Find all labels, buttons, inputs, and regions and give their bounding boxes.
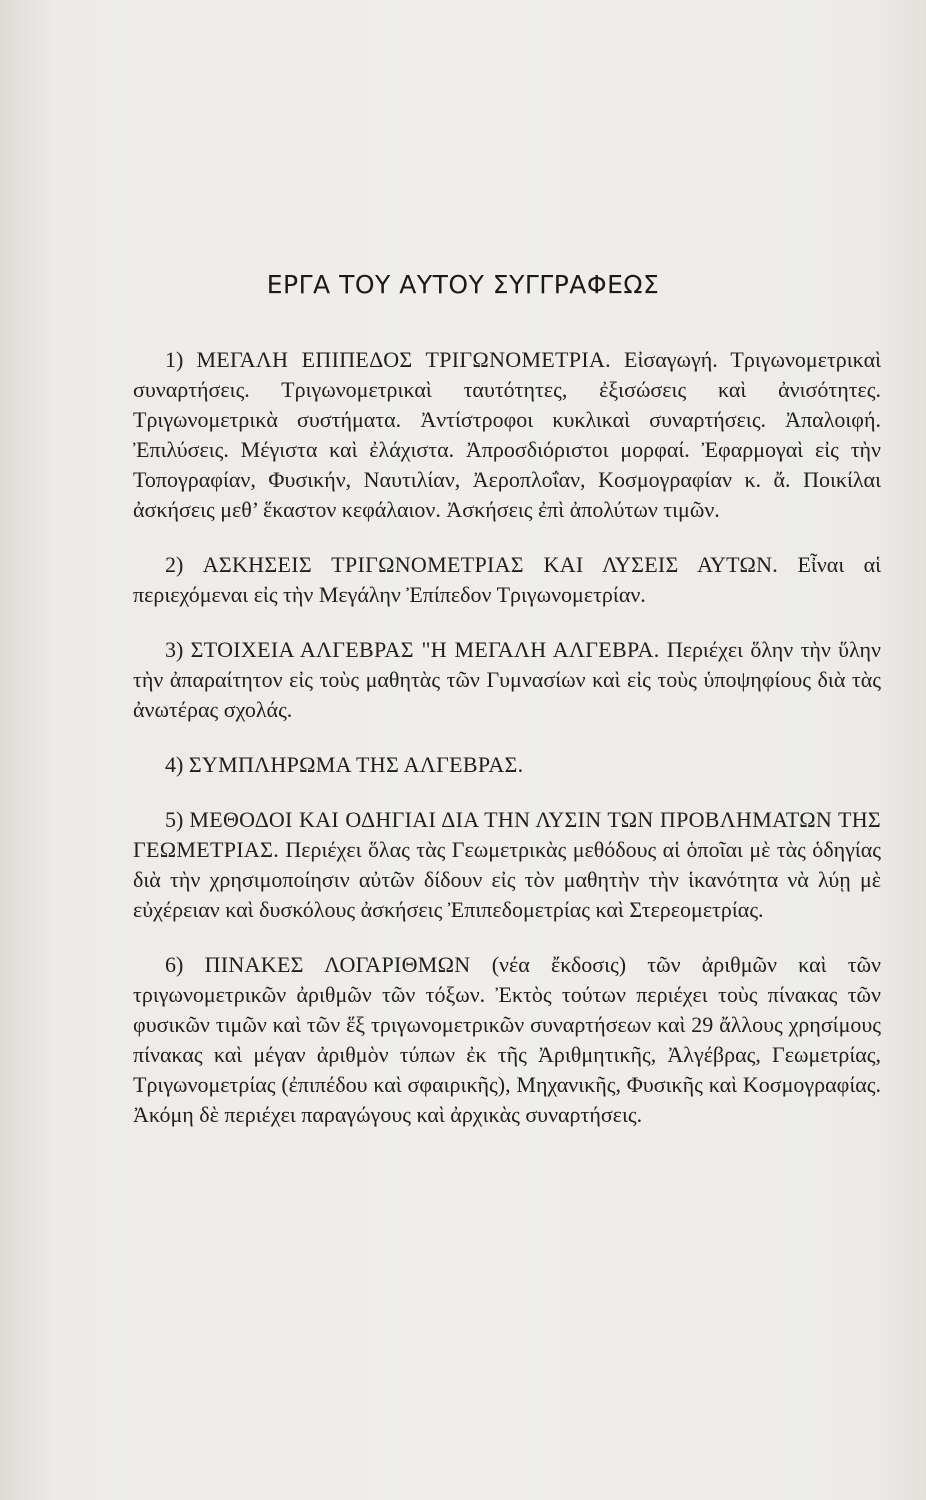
entry-number: 5) — [165, 807, 184, 832]
entry-description: Εἰσαγωγή. Τριγωνομετρικαὶ συναρτήσεις. Τριγωνομετρικαὶ ταυτότητες, ἐξισώσεις καὶ ἀνισότητες. Τριγωνομετρικὰ συστήματα. Ἀντίστροφοι κυκλικαὶ συναρτήσεις. Ἀπαλοιφή. Ἐπιλύσεις. Μέγιστα καὶ ἐλάχιστα. Ἀπροσδιόριστοι μορφαί. Ἐφαρμογαὶ εἰς τὴν Τοπογραφίαν, Φυσικήν, Ναυτιλίαν, Ἀεροπλοΐαν, Κοσμογραφίαν κ. ἄ. Ποικίλαι ἀσκήσεις μεθ’ ἕκαστον κεφάλαιον. Ἀσκήσεις ἐπὶ ἀπολύτων τιμῶν. — [133, 347, 882, 522]
entry-number: 3) — [165, 637, 184, 662]
entry-heading: ΑΣΚΗΣΕΙΣ ΤΡΙΓΩΝΟΜΕΤΡΙΑΣ ΚΑΙ ΛΥΣΕΙΣ ΑΥΤΩΝ. — [202, 552, 779, 577]
works-list — [133, 345, 881, 1155]
entry-heading: ΠΙΝΑΚΕΣ ΛΟΓΑΡΙΘΜΩΝ — [204, 952, 471, 977]
work-entry-5 — [133, 805, 881, 925]
entry-heading: ΜΕΓΑΛΗ ΕΠΙΠΕΔΟΣ ΤΡΙΓΩΝΟΜΕΤΡΙΑ. — [196, 347, 611, 372]
entry-heading: ΣΥΜΠΛΗΡΩΜΑ ΤΗΣ ΑΛΓΕΒΡΑΣ. — [188, 752, 524, 777]
page-title: ΕΡΓΑ ΤΟΥ ΑΥΤΟΥ ΣΥΓΓΡΑΦΕΩΣ — [266, 270, 660, 299]
work-entry-3 — [133, 635, 881, 725]
entry-description: Περιέχει ὅλην τὴν ὕλην τὴν ἀπαραίτητον εἰς τοὺς μαθητὰς τῶν Γυμνασίων καὶ εἰς τοὺς ὑποψηφίους διὰ τὰς ἀνωτέρας σχολάς. — [133, 637, 882, 722]
entry-description: Περιέχει ὅλας τὰς Γεωμετρικὰς μεθόδους αἱ ὁποῖαι μὲ τὰς ὁδηγίας διὰ τὴν χρησιμοποίησιν αὐτῶν δίδουν εἰς τὸν μαθητὴν τὴν ἱκανότητα νὰ λύῃ μὲ εὐχέρειαν καὶ δυσκόλους ἀσκήσεις Ἐπιπεδομετρίας καὶ Στερεομετρίας. — [133, 837, 882, 922]
work-entry-1 — [133, 345, 881, 525]
entry-heading: ΣΤΟΙΧΕΙΑ ΑΛΓΕΒΡΑΣ "Η ΜΕΓΑΛΗ ΑΛΓΕΒΡΑ. — [190, 637, 660, 662]
work-entry-6 — [133, 950, 881, 1130]
entry-number: 1) — [165, 347, 184, 372]
work-entry-2 — [133, 550, 881, 610]
entry-description: (νέα ἔκδοσις) τῶν ἀριθμῶν καὶ τῶν τριγωνομετρικῶν ἀριθμῶν τῶν τόξων. Ἐκτὸς τούτων περιέχει τοὺς πίνακας τῶν φυσικῶν τιμῶν καὶ τῶν ἕξ τριγωνομετρικῶν συναρτήσεων καὶ 29 ἄλλους χρησίμους πίνακας καὶ μέγαν ἀριθμὸν τύπων ἐκ τῆς Ἀριθμητικῆς, Ἀλγέβρας, Γεωμετρίας, Τριγωνομετρίας (ἐπιπέδου καὶ σφαιρικῆς), Μηχανικῆς, Φυσικῆς καὶ Κοσμογραφίας. Ἀκόμη δὲ περιέχει παραγώγους καὶ ἀρχικὰς συναρτήσεις. — [133, 952, 882, 1127]
entry-number: 4) — [165, 752, 184, 777]
entry-heading: ΜΕΘΟΔΟΙ ΚΑΙ ΟΔΗΓΙΑΙ ΔΙΑ ΤΗΝ ΛΥΣΙΝ ΤΩΝ ΠΡΟΒΛΗΜΑΤΩΝ ΤΗΣ ΓΕΩΜΕΤΡΙΑΣ. — [133, 807, 881, 862]
work-entry-4 — [133, 750, 881, 780]
entry-number: 6) — [165, 952, 184, 977]
entry-description: Εἶναι αἱ περιεχόμεναι εἰς τὴν Μεγάλην Ἐπίπεδον Τριγωνομετρίαν. — [133, 552, 882, 607]
entry-number: 2) — [165, 552, 184, 577]
